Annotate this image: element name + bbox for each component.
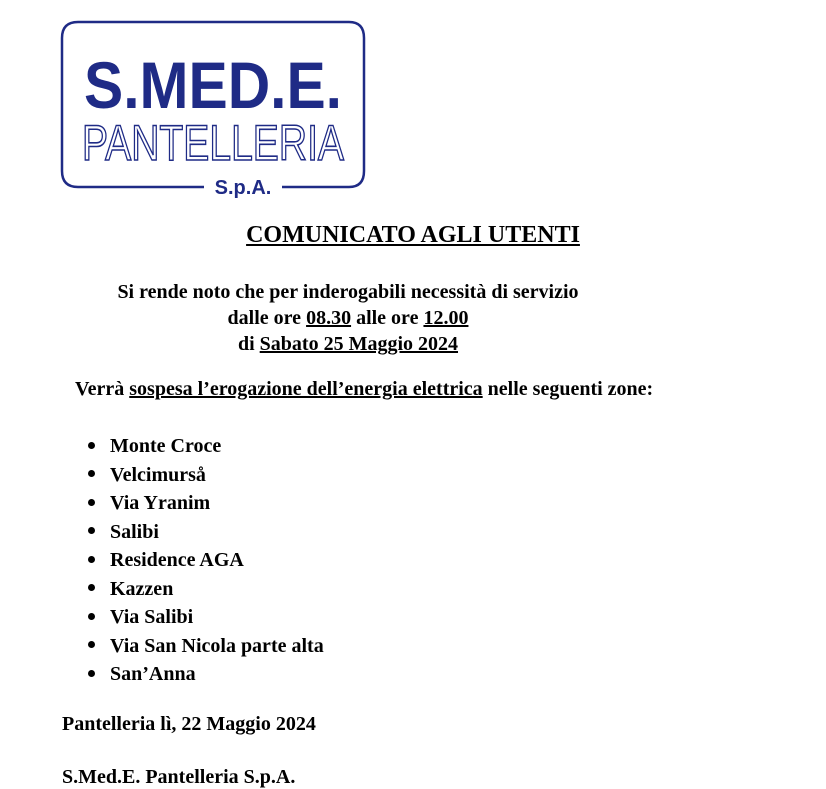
date-prefix: di: [237, 333, 260, 355]
zone-name: Kazzen: [110, 577, 174, 600]
zone-name: Salibi: [110, 520, 159, 543]
bullet-icon: [88, 470, 95, 477]
list-item: [88, 518, 324, 547]
list-item: [88, 632, 324, 661]
logo-text-smede: S.MED.E.: [84, 48, 342, 122]
notice-date-line: [0, 331, 696, 357]
bullet-icon: [88, 556, 95, 563]
suspension-line: [75, 378, 653, 401]
zone-name: San’Anna: [110, 663, 196, 685]
bullet-icon: [88, 613, 95, 620]
place-date: Pantelleria lì, 22 Maggio 2024: [62, 713, 316, 735]
bullet-icon: [88, 499, 95, 506]
outage-date: Sabato 25 Maggio 2024: [259, 333, 459, 355]
list-item: [88, 432, 324, 461]
start-time: 08.30: [306, 307, 352, 329]
zone-name: Monte Croce: [110, 435, 222, 457]
page-title: COMUNICATO AGLI UTENTI: [246, 222, 580, 248]
bullet-icon: [88, 442, 95, 449]
zone-name: Via San Nicola parte alta: [110, 634, 324, 657]
company-logo: [60, 20, 365, 199]
to-prefix: alle ore: [351, 307, 424, 329]
list-item: [88, 660, 324, 689]
zone-list: [88, 432, 324, 689]
bullet-icon: [88, 670, 95, 677]
list-item: [88, 546, 324, 575]
from-prefix: dalle ore: [227, 307, 307, 329]
logo-text-spa: S.p.A.: [214, 177, 272, 199]
signature: S.Med.E. Pantelleria S.p.A.: [62, 766, 296, 788]
zone-name: Velcimurså: [110, 463, 206, 486]
notice-time-line: [0, 305, 696, 331]
suspension-suffix: nelle seguenti zone:: [482, 378, 654, 400]
list-item: [88, 603, 324, 632]
bullet-icon: [88, 641, 95, 648]
bullet-icon: [88, 584, 95, 591]
bullet-icon: [88, 527, 95, 534]
zone-name: Residence AGA: [110, 549, 244, 571]
notice-line-1: Si rende noto che per inderogabili necessità di servizio: [117, 281, 579, 303]
suspension-prefix: Verrà: [75, 378, 130, 400]
end-time: 12.00: [423, 307, 469, 329]
list-item: [88, 575, 324, 604]
list-item: [88, 461, 324, 490]
logo-text-pantelleria: PANTELLERIA: [82, 115, 345, 171]
list-item: [88, 489, 324, 518]
notice-block: [0, 279, 696, 357]
zone-name: Via Yranim: [110, 492, 211, 514]
logo-graphic: [60, 20, 365, 199]
zone-name: Via Salibi: [110, 606, 194, 628]
suspension-emphasis: sospesa l’erogazione dell’energia elettrica: [129, 378, 483, 400]
